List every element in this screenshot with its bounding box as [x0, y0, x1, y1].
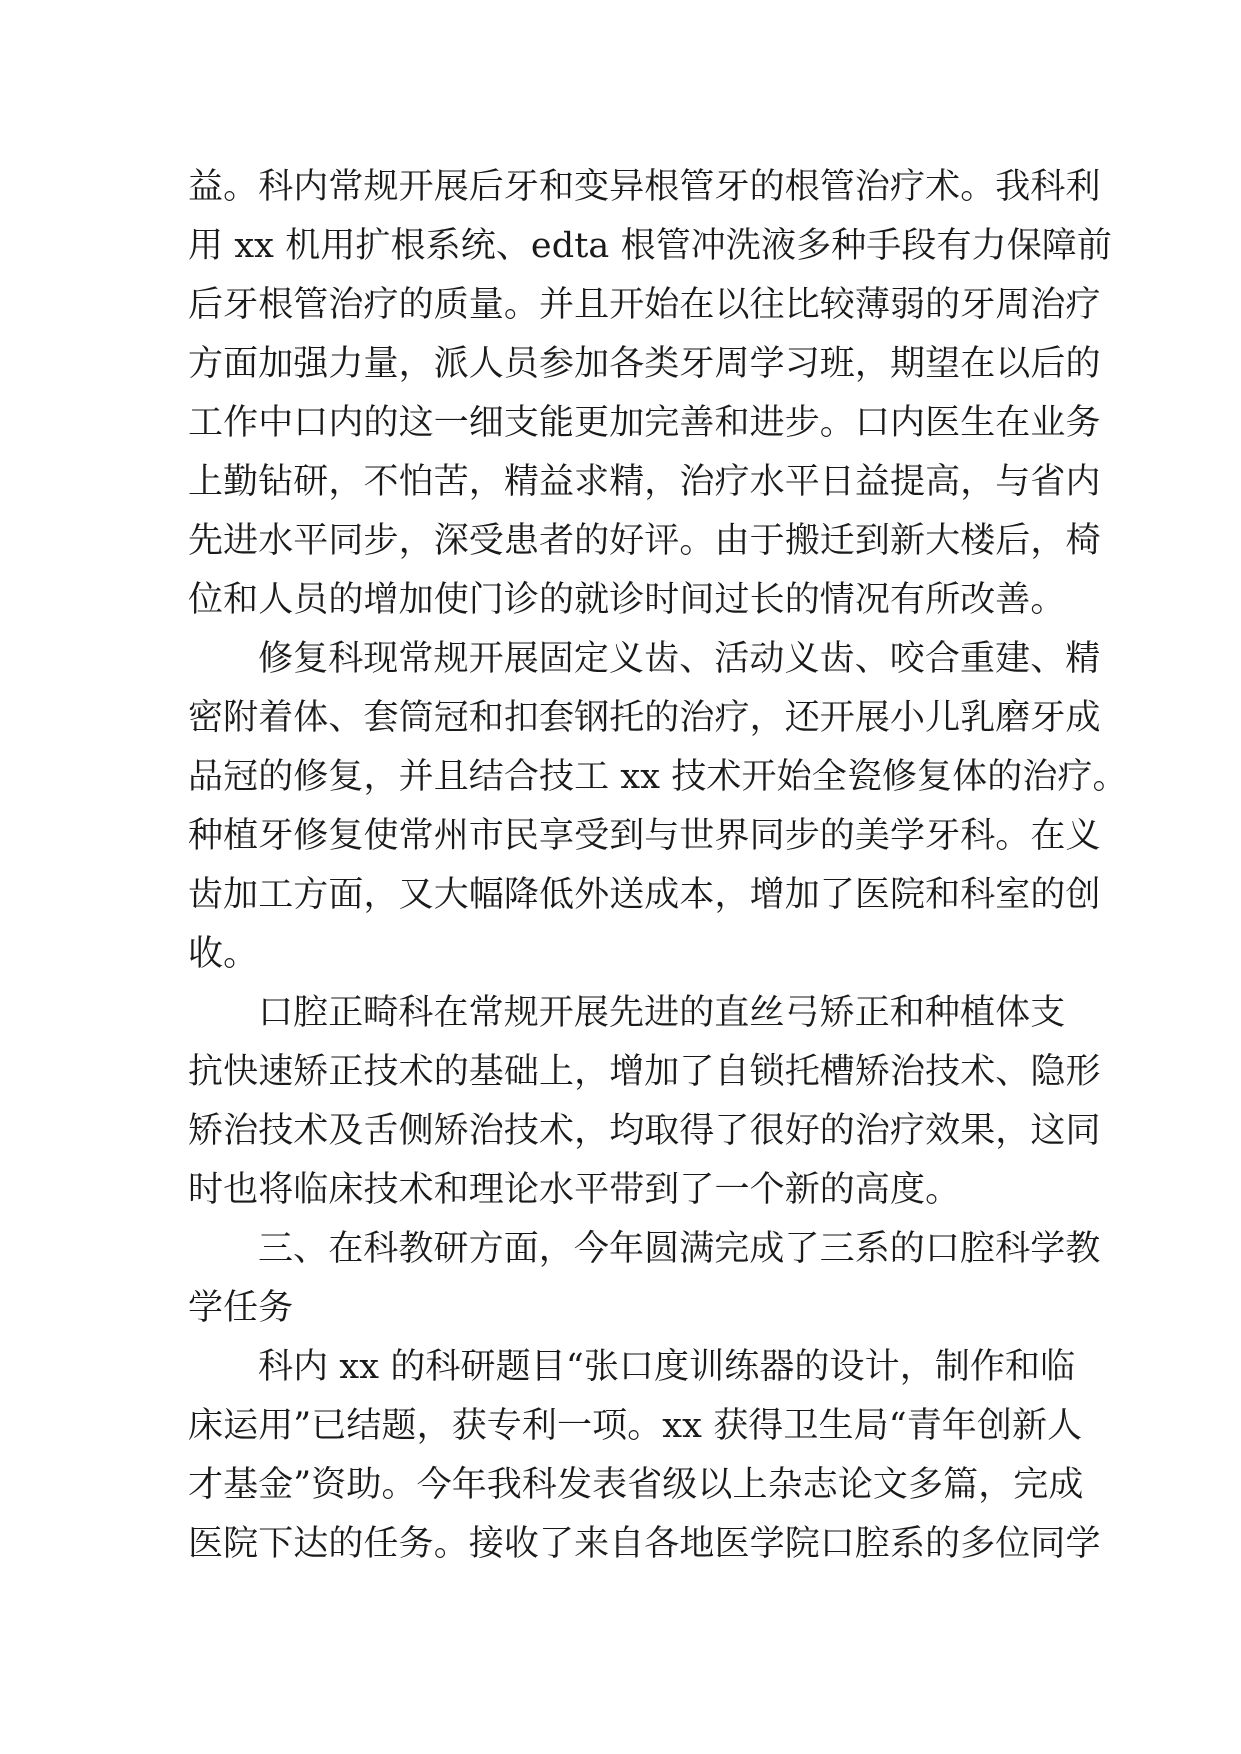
text-line: 用 xx 机用扩根系统、edta 根管冲洗液多种手段有力保障前: [188, 226, 1113, 266]
text-line: 种植牙修复使常州市民享受到与世界同步的美学牙科。在义: [188, 816, 1101, 856]
text-line: 先进水平同步，深受患者的好评。由于搬迁到新大楼后，椅: [188, 521, 1101, 561]
body-text: [188, 158, 1128, 1574]
text-line: 矫治技术及舌侧矫治技术，均取得了很好的治疗效果，这同: [188, 1111, 1101, 1151]
text-line: 齿加工方面，又大幅降低外送成本，增加了医院和科室的创: [188, 875, 1101, 915]
text-line: 上勤钻研，不怕苦，精益求精，治疗水平日益提高，与省内: [188, 462, 1101, 502]
text-line: 医院下达的任务。接收了来自各地医学院口腔系的多位同学: [188, 1524, 1101, 1564]
text-line: 时也将临床技术和理论水平带到了一个新的高度。: [188, 1170, 961, 1210]
text-line: 后牙根管治疗的质量。并且开始在以往比较薄弱的牙周治疗: [188, 285, 1101, 325]
paragraph-start-line: 科内 xx 的科研题目“张口度训练器的设计，制作和临: [258, 1347, 1076, 1387]
text-line: 密附着体、套筒冠和扣套钢托的治疗，还开展小儿乳磨牙成: [188, 698, 1101, 738]
paragraph-start-line: 修复科现常规开展固定义齿、活动义齿、咬合重建、精: [258, 639, 1101, 679]
section-heading-line: 三、在科教研方面，今年圆满完成了三系的口腔科学教: [258, 1229, 1101, 1269]
text-line: 才基金”资助。今年我科发表省级以上杂志论文多篇，完成: [188, 1465, 1084, 1505]
text-line: 方面加强力量，派人员参加各类牙周学习班，期望在以后的: [188, 344, 1101, 384]
text-line: 床运用”已结题，获专利一项。xx 获得卫生局“青年创新人: [188, 1406, 1083, 1446]
text-line: 品冠的修复，并且结合技工 xx 技术开始全瓷修复体的治疗。: [188, 757, 1128, 797]
text-line: 位和人员的增加使门诊的就诊时间过长的情况有所改善。: [188, 580, 1066, 620]
text-line: 抗快速矫正技术的基础上，增加了自锁托槽矫治技术、隐形: [188, 1052, 1101, 1092]
text-line: 益。科内常规开展后牙和变异根管牙的根管治疗术。我科利: [188, 167, 1101, 207]
text-line: 工作中口内的这一细支能更加完善和进步。口内医生在业务: [188, 403, 1101, 443]
section-heading-line: 学任务: [188, 1288, 294, 1328]
text-line: 收。: [188, 934, 259, 974]
paragraph-start-line: 口腔正畸科在常规开展先进的直丝弓矫正和种植体支: [258, 993, 1066, 1033]
